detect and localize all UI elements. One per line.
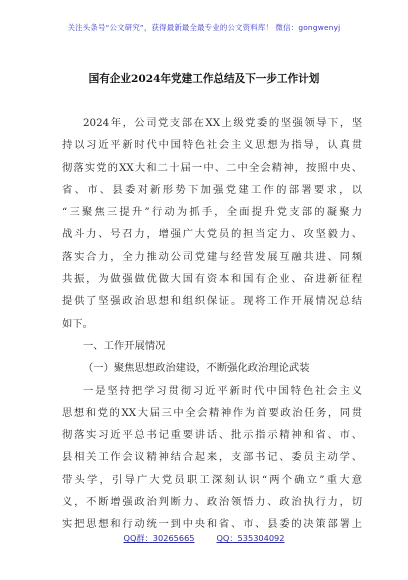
body-line: 省、市、县委对新形势下加强党建工作的部署要求，以: [62, 183, 362, 196]
section-heading: 一、工作开展情况: [83, 339, 166, 352]
body-line: 彻落实党的XX大和二十届一中、二中全会精神，按照中央、: [62, 161, 362, 174]
body-line: 思想和党的XX大届三中全会精神作为首要政治任务，同贯: [62, 406, 362, 419]
body-line: 一是坚持把学习贯彻习近平新时代中国特色社会主义: [83, 384, 362, 397]
body-line: 落实合力，全力推动公司党建与经营发展互融共进、同频: [62, 250, 362, 263]
qq-group-link[interactable]: QQ群：30265665: [123, 533, 195, 543]
document-title: 国有企业2024年党建工作总结及下一步工作计划: [88, 73, 320, 85]
body-line: 带头学，引导广大党员职工深刻认识“两个确立”重大意: [62, 473, 362, 486]
body-line: “三聚焦三提升”行动为抓手，全面提升党支部的凝聚力: [62, 206, 362, 219]
footer-contact: [0, 533, 408, 544]
body-line: 共振，为做强做优做大国有资本和国有企业、奋进新征程: [62, 273, 362, 286]
body-line: 提供了坚强政治思想和组织保证。现将工作开展情况总结: [62, 295, 362, 308]
subsection-heading: （一）聚焦思想政治建设，不断强化政治理论武装: [83, 362, 310, 375]
body-line: 2024年，公司党支部在XX上级党委的坚强领导下，坚: [83, 117, 362, 129]
body-line: 彻落实习近平总书记重要讲话、批示指示精神和省、市、: [62, 429, 362, 442]
body-line: 如下。: [62, 317, 93, 330]
header-banner: 关注头条号“公文研究”，获得最新最全最专业的公文资料库！ 微信：gongwenyj: [67, 23, 341, 32]
body-line: 战斗力、号召力，增强广大党员的担当定力、攻坚毅力、: [62, 228, 362, 241]
body-line: 持以习近平新时代中国特色社会主义思想为指导，认真贯: [62, 139, 362, 152]
body-line: 实把思想和行动统一到中央和省、市、县委的决策部署上: [62, 518, 362, 531]
body-line: 县相关工作会议精神结合起来，支部书记、委员主动学、: [62, 451, 362, 464]
qq-contact-link[interactable]: QQ：535304092: [216, 533, 285, 543]
body-line: 义，不断增强政治判断力、政治领悟力、政治执行力，切: [62, 496, 362, 509]
document-body: [62, 112, 362, 536]
